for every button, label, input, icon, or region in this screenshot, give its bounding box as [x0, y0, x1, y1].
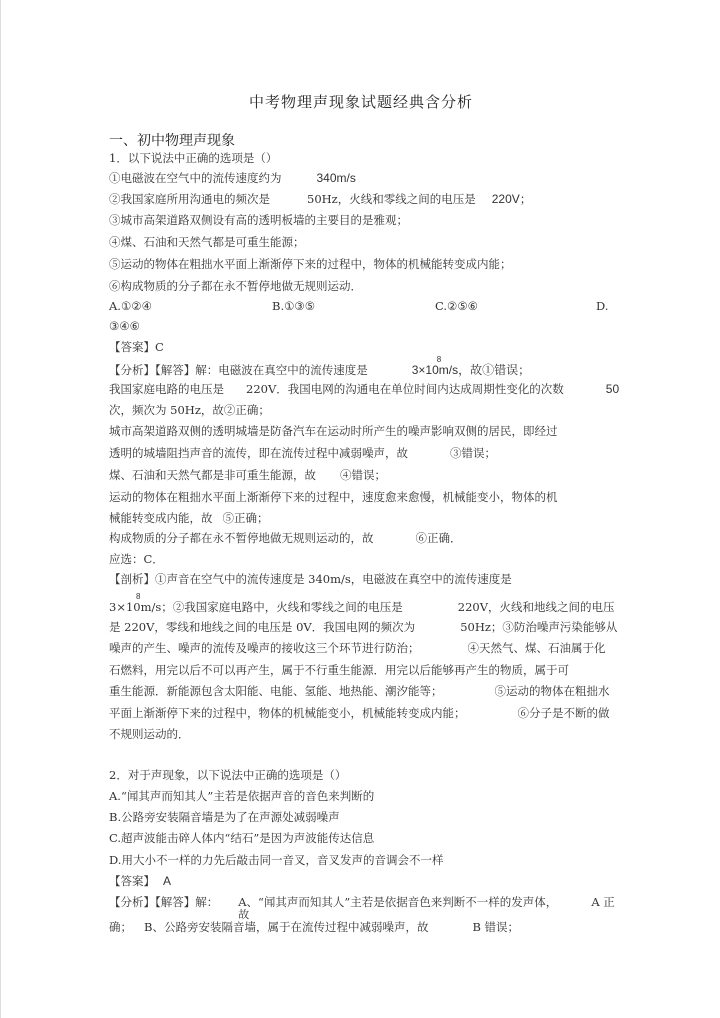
option-d-value: ③④⑥ — [109, 319, 140, 333]
review-text: ④天然气、煤、石油属于化 — [467, 641, 606, 655]
review-text: ⑤运动的物体在粗拙水 — [494, 684, 610, 698]
answer-2 — [109, 874, 171, 888]
analysis-line: 次，频次为 50Hz，故②正确； — [109, 403, 270, 417]
review-text: 平面上渐渐停下来的过程中，物体的机械能变小，机械能转变成内能； — [109, 706, 466, 720]
statement-5: ⑤运动的物体在粗拙水平面上渐渐停下来的过程中，物体的机械能转变成内能； — [109, 257, 512, 271]
analysis-line: 城市高架道路双侧的透明城墙是防备汽车在运动时所产生的噪声影响双侧的居民，即经过 — [109, 424, 558, 438]
analysis-line — [109, 382, 619, 396]
analysis-text: 透明的城墙阻挡声音的流传，即在流传过程中减弱噪声，故 — [109, 446, 408, 460]
statement-3: ③城市高架道路双侧设有高的透明板墙的主要目的是雅观； — [109, 213, 408, 227]
option-b: B.①③⑤ — [272, 299, 316, 313]
analysis-value: 50 — [605, 382, 620, 396]
review-text: 重生能源．新能源包含太阳能、电能、氢能、地热能、潮汐能等； — [109, 684, 443, 698]
review-line: 【剖析】①声音在空气中的流传速度是 340m/s，电磁波在真空中的流传速度是 — [109, 572, 512, 586]
analysis-line — [109, 355, 531, 377]
analysis-line — [109, 895, 615, 921]
statement-6: ⑥构成物质的分子都在永不暂停地做无规则运动． — [109, 279, 362, 293]
analysis-line — [109, 446, 496, 460]
review-line — [109, 592, 615, 614]
statement-value: 340m/s — [316, 171, 356, 185]
analysis-line — [109, 920, 519, 934]
option-a: A.“闻其声而知其人”主若是依据声音的音色来判断的 — [109, 789, 375, 803]
analysis-text: 我国家庭电路的电压是 — [109, 382, 224, 396]
answer-value: A — [163, 874, 172, 888]
statement-1 — [109, 171, 356, 185]
analysis-line: 应选：C． — [109, 552, 164, 566]
analysis-line — [109, 511, 269, 525]
analysis-text: 220V．我国电网的沟通电在单位时间内达成周期性变化的次数 — [246, 382, 564, 396]
review-line — [109, 620, 617, 634]
review-value — [109, 592, 403, 614]
statement-text: ②我国家庭所用沟通电的频次是 — [109, 192, 270, 206]
statement-4: ④煤、石油和天然气都是可重生能源； — [109, 235, 305, 249]
statement-value: 220V； — [491, 192, 532, 206]
statement-2 — [109, 192, 532, 206]
analysis-text: A、“闻其声而知其人”主若是依据音色来判断不一样的发声体， — [238, 895, 558, 909]
review-line: 石燃料，用完以后不可以再产生，属于不行重生能源．用完以后能够再产生的物质，属于可 — [109, 663, 569, 677]
section-heading: 一、初中物理声现象 — [109, 133, 235, 149]
analysis-text: 【分析】【解答】解：电磁波在真空中的流传速度是 — [109, 363, 368, 377]
option-c: C.②⑤⑥ — [435, 299, 478, 313]
superscript: 8 — [136, 592, 141, 601]
analysis-text: ⑥正确． — [415, 531, 462, 545]
analysis-text: ③错误； — [450, 446, 496, 460]
analysis-value-text: 3×10m/s，故①错误； — [411, 363, 531, 377]
option-d: D.用大小不一样的力先后敲击同一音叉，音叉发声的音调会不一样 — [109, 853, 444, 867]
statement-text: 50Hz，火线和零线之间的电压是 — [307, 192, 476, 206]
analysis-text: B、公路旁安装隔音墙，属于在流传过程中减弱噪声，故 — [144, 920, 429, 934]
analysis-text: 【分析】【解答】解： — [109, 895, 219, 909]
option-c: C.超声波能击碎人体内“结石”是因为声波能传达信息 — [109, 831, 375, 845]
review-text: ⑥分子是不断的做 — [517, 706, 610, 720]
review-text: 50Hz；③防治噪声污染能够从 — [460, 620, 618, 634]
review-line — [109, 684, 610, 698]
review-text: 220V，火线和地线之间的电压 — [457, 600, 615, 614]
superscript: 8 — [436, 355, 442, 364]
analysis-text-wrap — [238, 895, 558, 921]
answer-label: 【答案】 — [109, 874, 155, 888]
option-d: D. — [596, 299, 609, 313]
review-line — [109, 706, 610, 720]
question-1-stem: 1．以下说法中正确的选项是（） — [109, 151, 278, 165]
analysis-text: 械能转变成内能，故 — [109, 511, 213, 525]
review-line: 不规则运动的． — [109, 727, 190, 741]
analysis-text: A 正 — [591, 895, 615, 909]
answer-1: 【答案】C — [109, 340, 164, 354]
question-2-stem: 2．对于声现象，以下说法中正确的选项是（） — [109, 768, 347, 782]
analysis-line — [109, 468, 386, 482]
analysis-text: ④错误； — [340, 468, 386, 482]
review-text: 3×10m/s；②我国家庭电路中，火线和零线之间的电压是 — [109, 600, 403, 614]
option-a: A.①②④ — [109, 299, 152, 313]
review-text: 噪声的产生、噪声的流传及噪声的接收这三个环节进行防治； — [109, 641, 420, 655]
analysis-value — [411, 355, 531, 377]
review-line — [109, 641, 606, 655]
review-text: 是 220V，零线和地线之间的电压是 0V．我国电网的频次为 — [109, 620, 416, 634]
analysis-text: 构成物质的分子都在永不暂停地做无规则运动的，故 — [109, 531, 374, 545]
analysis-text: 确； — [109, 920, 132, 934]
analysis-text: B 错误； — [472, 920, 520, 934]
analysis-text: ⑤正确； — [222, 511, 269, 525]
analysis-line — [109, 531, 462, 545]
analysis-text: 煤、石油和天然气都是非可重生能源，故 — [109, 468, 316, 482]
statement-text: ①电磁波在空气中的流传速度约为 — [109, 171, 282, 185]
wrapped-char: 故 — [238, 908, 250, 921]
document-title: 中考物理声现象试题经典含分析 — [248, 93, 473, 111]
option-b: B.公路旁安装隔音墙是为了在声源处减弱噪声 — [109, 810, 340, 824]
analysis-line: 运动的物体在粗拙水平面上渐渐停下来的过程中，速度愈来愈慢，机械能变小，物体的机 — [109, 490, 558, 504]
